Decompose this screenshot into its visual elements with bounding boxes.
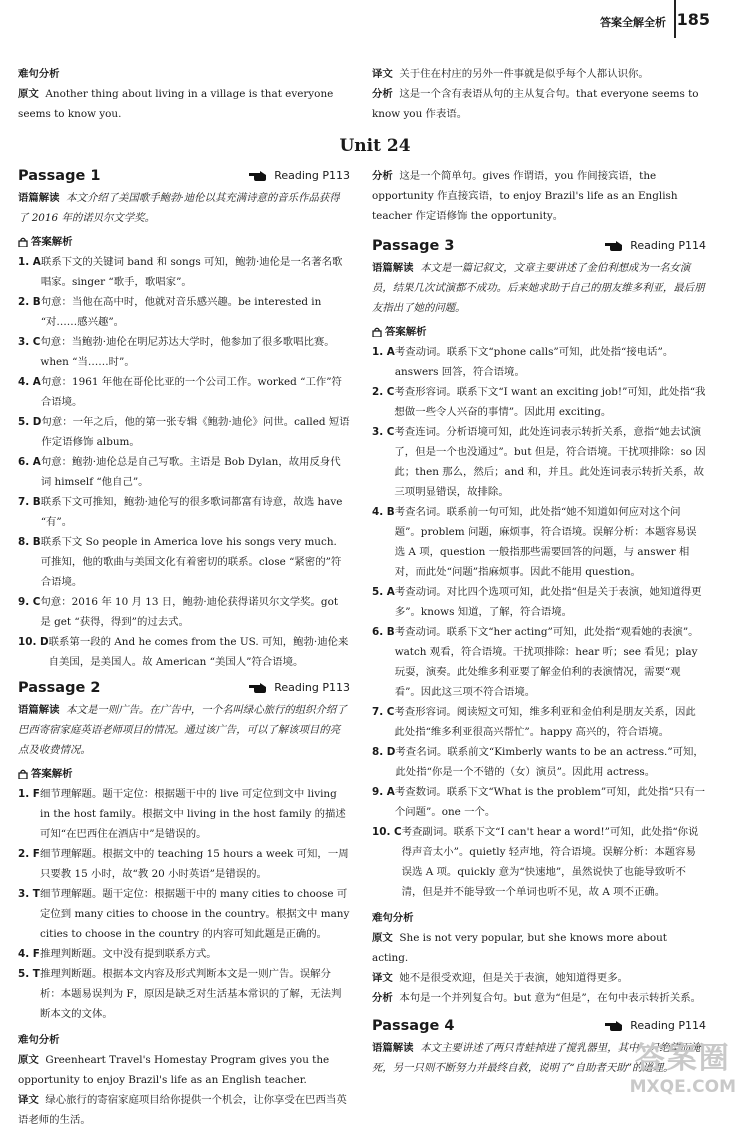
answer-text: 句意：2016 年 10 月 13 日，鲍勃·迪伦获得诺贝尔文学奖。got 是 get “获得，得到”的过去式。 (40, 596, 339, 628)
translation-label: 译文 (372, 68, 393, 80)
top-left-block (18, 64, 350, 124)
answers-heading-text: 答案解析 (31, 236, 73, 248)
answer-text: 句意：当他在高中时，他就对音乐感兴趣。be interested in “对……感兴趣”。 (40, 296, 322, 328)
answer-item (372, 502, 706, 582)
answer-num: 8. B (18, 536, 41, 548)
passage-1-ref-text: Reading P113 (274, 169, 350, 182)
passage-3-ref (604, 236, 706, 256)
answer-text: 考查数词。联系下文“What is the problem”可知，此处指“只有一个问题”。one 一个。 (394, 786, 705, 818)
answer-num: 1. A (372, 346, 395, 358)
answer-text: 联系下文 So people in America love his songs very much. 可推知，他的歌曲与美国文化有着密切的联系。close “紧密的”符合语境。 (40, 536, 342, 588)
answer-num: 7. C (372, 706, 395, 718)
translation-text: 关于住在村庄的另外一件事就是似乎每个人都认识你。 (399, 68, 649, 80)
answer-item (18, 944, 350, 964)
translation (372, 64, 706, 84)
answer-text: 句意：当鲍勃·迪伦在明尼苏达大学时，他参加了很多歌唱比赛。when “当……时”。 (40, 336, 335, 368)
answer-item (18, 412, 350, 452)
original-label: 原文 (18, 1054, 39, 1066)
original-label: 原文 (18, 88, 39, 100)
watermark-url: MXQE.COM (629, 1077, 736, 1097)
answer-item (372, 782, 706, 822)
answer-text: 考查形容词。联系下文“I want an exciting job!”可知，此处指“我想做一些令人兴奋的事情”。因此用 exciting。 (394, 386, 706, 418)
original-text: Another thing about living in a village is that everyone seems to know you. (18, 88, 334, 120)
answer-num: 2. C (372, 386, 395, 398)
answer-item (372, 822, 706, 902)
page-number: 185 (676, 10, 710, 29)
passage-3-answers-heading (372, 322, 706, 342)
passage-3-original (372, 928, 706, 968)
left-column (18, 160, 350, 1130)
answer-num: 2. F (18, 848, 40, 860)
answer-item (18, 332, 350, 372)
summary-text: 本文是一则广告。在广告中，一个名叫绿心旅行的组织介绍了巴西寄宿家庭英语老师项目的情况。通过该广告，可以了解该项目的亮点及收费情况。 (18, 704, 347, 756)
answer-text: 细节理解题。根据文中的 teaching 15 hours a week 可知，一周只要教 15 小时，故“教 20 小时英语”是错误的。 (40, 848, 349, 880)
summary-label: 语篇解读 (372, 1042, 414, 1054)
passage-2-title: Passage 2 (18, 680, 101, 696)
answer-num: 3. C (372, 426, 395, 438)
answer-num: 7. B (18, 496, 41, 508)
answer-num: 6. B (372, 626, 395, 638)
passage-2-ref (248, 678, 350, 698)
passage-3-analysis (372, 988, 706, 1008)
answer-item (372, 342, 706, 382)
analysis-label: 分析 (372, 992, 393, 1004)
summary-text: 本文主要讲述了两只青蛙掉进了搅乳器里，其中一只绝望而淹死，另一只则不断努力并最终自救，说明了“自助者天助”的道理。 (372, 1042, 701, 1074)
passage-3-ref-text: Reading P114 (630, 239, 706, 252)
answer-num: 6. A (18, 456, 41, 468)
answer-num: 10. C (372, 826, 402, 838)
answer-num: 3. T (18, 888, 40, 900)
answer-item (18, 532, 350, 592)
passage-2-header (18, 676, 350, 700)
answer-item (18, 252, 350, 292)
pointing-hand-icon (604, 240, 624, 252)
answer-item (372, 702, 706, 742)
answer-num: 2. B (18, 296, 41, 308)
passage-1-title: Passage 1 (18, 168, 101, 184)
summary-label: 语篇解读 (18, 192, 60, 204)
answer-num: 1. A (18, 256, 41, 268)
answer-text: 考查名词。联系前一句可知，此处指“她不知道如何应对这个问题”。problem 问题，麻烦事，符合语境。误解分析：本题容易误选 A 项，question 一般指那些需要回答的问题，与 answer 相对，而此处“问题”指麻烦事。因此不能用 question。 (394, 506, 697, 578)
answer-item (372, 622, 706, 702)
summary-text: 本文介绍了美国歌手鲍勃·迪伦以其充满诗意的音乐作品获得了 2016 年的诺贝尔文学奖。 (18, 192, 340, 224)
unit-title: Unit 24 (339, 136, 411, 156)
section-label: 答案全解全析 (600, 16, 666, 29)
passage-1-ref (248, 166, 350, 186)
answer-num: 8. D (372, 746, 396, 758)
analysis-label: 分析 (372, 170, 393, 182)
passage-2-ref-text: Reading P113 (274, 681, 350, 694)
answer-num: 5. A (372, 586, 395, 598)
translation-text: 她不是很受欢迎，但是关于表演，她知道得更多。 (399, 972, 628, 984)
answer-item (18, 372, 350, 412)
original-label: 原文 (372, 932, 393, 944)
answer-text: 联系下文的关键词 band 和 songs 可知，鲍勃·迪伦是一名著名歌唱家。singer “歌手，歌唱家”。 (40, 256, 343, 288)
passage-1-summary (18, 188, 350, 228)
answer-text: 考查名词。联系前文“Kimberly wants to be an actress.”可知，此处指“你是一个不错的（女）演员”。因此用 actress。 (395, 746, 704, 778)
lock-icon (18, 769, 28, 779)
answer-num: 9. A (372, 786, 395, 798)
translation-label: 译文 (372, 972, 393, 984)
answer-item (18, 844, 350, 884)
analysis-text: 这是一个简单句。gives 作谓语，you 作间接宾语，the opportunity 作直接宾语，to enjoy Brazil's life as an English teacher 作定语修饰 the opportunity。 (372, 170, 678, 222)
analysis (372, 84, 706, 124)
answer-num: 4. B (372, 506, 395, 518)
answer-item (18, 784, 350, 844)
summary-label: 语篇解读 (18, 704, 60, 716)
passage-2-summary (18, 700, 350, 760)
answer-num: 5. D (18, 416, 42, 428)
answer-text: 考查动词。对比四个选项可知，此处指“但是关于表演，她知道得更多”。knows 知道，了解，符合语境。 (394, 586, 702, 618)
passage-2-hard-heading: 难句分析 (18, 1034, 60, 1046)
original-text: She is not very popular, but she knows more about acting. (372, 932, 667, 964)
answer-text: 考查连词。分析语境可知，此处连词表示转折关系，意指“她去试演了，但是一个也没通过”。but 但是，符合语境。干扰项排除：so 因此；then 那么，然后；and 和，并且。此处连词表示转折关系，故三项明显错误，故排除。 (394, 426, 706, 498)
passage-2-translation (18, 1090, 350, 1130)
pointing-hand-icon (248, 682, 268, 694)
passage-1-header (18, 164, 350, 188)
lock-icon (372, 327, 382, 337)
answer-item (372, 582, 706, 622)
translation-label: 译文 (18, 1094, 39, 1106)
answer-num: 10. D (18, 636, 49, 648)
answer-text: 句意：鲍勃·迪伦总是自己写歌。主语是 Bob Dylan，故用反身代词 himself “他自己”。 (40, 456, 341, 488)
passage-1-answers-heading (18, 232, 350, 252)
analysis-label: 分析 (372, 88, 393, 100)
answer-text: 句意：一年之后，他的第一张专辑《鲍勃·迪伦》问世。called 短语作定语修饰 album。 (41, 416, 350, 448)
answer-text: 考查形容词。阅读短文可知，维多利亚和金伯利是朋友关系，因此此处指“维多利亚很高兴帮忙”。happy 高兴的，符合语境。 (394, 706, 696, 738)
pointing-hand-icon (604, 1020, 624, 1032)
answers-heading-text: 答案解析 (385, 326, 427, 338)
lock-icon (18, 237, 28, 247)
answer-item (18, 632, 350, 672)
answer-num: 1. F (18, 788, 40, 800)
passage-3-translation (372, 968, 706, 988)
passage-2-answers-heading (18, 764, 350, 784)
answer-item (372, 742, 706, 782)
translation-text: 绿心旅行的寄宿家庭项目给你提供一个机会，让你享受在巴西当英语老师的生活。 (18, 1094, 347, 1126)
answer-text: 细节理解题。题干定位：根据题干中的 many cities to choose 可定位到 many cities to choose in the country。根据文中 many cities to choose in the country 的内容可知此题是正确的。 (40, 888, 350, 940)
original-text: Greenheart Travel's Homestay Program gives you the opportunity to enjoy Brazil's life as an English teacher. (18, 1054, 330, 1086)
page-header (0, 0, 750, 52)
answer-text: 联系下文可推知，鲍勃·迪伦写的很多歌词都富有诗意，故选 have “有”。 (40, 496, 343, 528)
summary-label: 语篇解读 (372, 262, 414, 274)
passage-2-items (18, 784, 350, 1024)
analysis-text: 这是一个含有表语从句的主从复合句。that everyone seems to know you 作表语。 (372, 88, 699, 120)
summary-text: 本文是一篇记叙文，文章主要讲述了金伯利想成为一名女演员，结果几次试演都不成功。后来她求助于自己的朋友维多利亚，最后朋友指出了她的问题。 (372, 262, 705, 314)
answer-num: 5. T (18, 968, 40, 980)
hard-sentence-heading: 难句分析 (18, 68, 60, 80)
passage-4-title: Passage 4 (372, 1018, 455, 1034)
passage-2-analysis (372, 166, 706, 226)
answer-item (18, 964, 350, 1024)
answer-item (372, 382, 706, 422)
answer-item (18, 452, 350, 492)
answer-text: 考查动词。联系下文“phone calls”可知，此处指“接电话”。answers 回答，符合语境。 (394, 346, 674, 378)
passage-3-title: Passage 3 (372, 238, 455, 254)
answer-item (372, 422, 706, 502)
pointing-hand-icon (248, 170, 268, 182)
answer-text: 推理判断题。文中没有提到联系方式。 (40, 948, 217, 960)
passage-4-ref-text: Reading P114 (630, 1019, 706, 1032)
passage-2-original (18, 1050, 350, 1090)
answer-text: 联系第一段的 And he comes from the US. 可知，鲍勃·迪伦来自美国，是美国人。故 American “美国人”符合语境。 (48, 636, 349, 668)
answer-num: 4. F (18, 948, 40, 960)
answer-num: 4. A (18, 376, 41, 388)
answer-item (18, 292, 350, 332)
passage-3-header (372, 234, 706, 258)
answer-text: 考查动词。联系下文“her acting”可知，此处指“观看她的表演”。watch 观看，符合语境。干扰项排除：hear 听；see 看见；play 玩耍，演奏。此处维多利亚要了解金伯利的表演情况，需要“观看”。因此这三项不符合语境。 (394, 626, 699, 698)
top-right-block (372, 64, 706, 124)
answer-item (18, 592, 350, 632)
answers-heading-text: 答案解析 (31, 768, 73, 780)
watermark-logo-text: 答案圈 (634, 1041, 731, 1076)
analysis-text: 本句是一个并列复合句。but 意为“但是”，在句中表示转折关系。 (399, 992, 701, 1004)
right-column (372, 166, 706, 1078)
passage-3-hard-heading: 难句分析 (372, 912, 414, 924)
watermark (630, 1033, 736, 1097)
passage-3-summary (372, 258, 706, 318)
passage-3-items (372, 342, 706, 902)
answer-item (18, 492, 350, 532)
answer-text: 细节理解题。题干定位：根据题干中的 live 可定位到文中 living in the host family。根据文中 living in the host family 的描述可知“在巴西住在酒店中”是错误的。 (40, 788, 346, 840)
original-sentence (18, 84, 350, 124)
answer-text: 考查副词。联系下文“I can't hear a word!”可知，此处指“你说得声音太小”。quietly 轻声地，符合语境。误解分析：本题容易误选 A 项。quickly 意为“快速地”，虽然说快了也能导致听不清，但是并不能导致一个单词也听不见，故 A 项不正确。 (401, 826, 699, 898)
answer-item (18, 884, 350, 944)
passage-1-items (18, 252, 350, 672)
answer-text: 推理判断题。根据本文内容及形式判断本文是一则广告。误解分析：本题易误判为 F，原因是缺乏对生活基本常识的了解，无法判断本文的文体。 (40, 968, 342, 1020)
answer-text: 句意：1961 年他在哥伦比亚的一个公司工作。worked “工作”符合语境。 (40, 376, 342, 408)
answer-num: 3. C (18, 336, 41, 348)
answer-num: 9. C (18, 596, 41, 608)
